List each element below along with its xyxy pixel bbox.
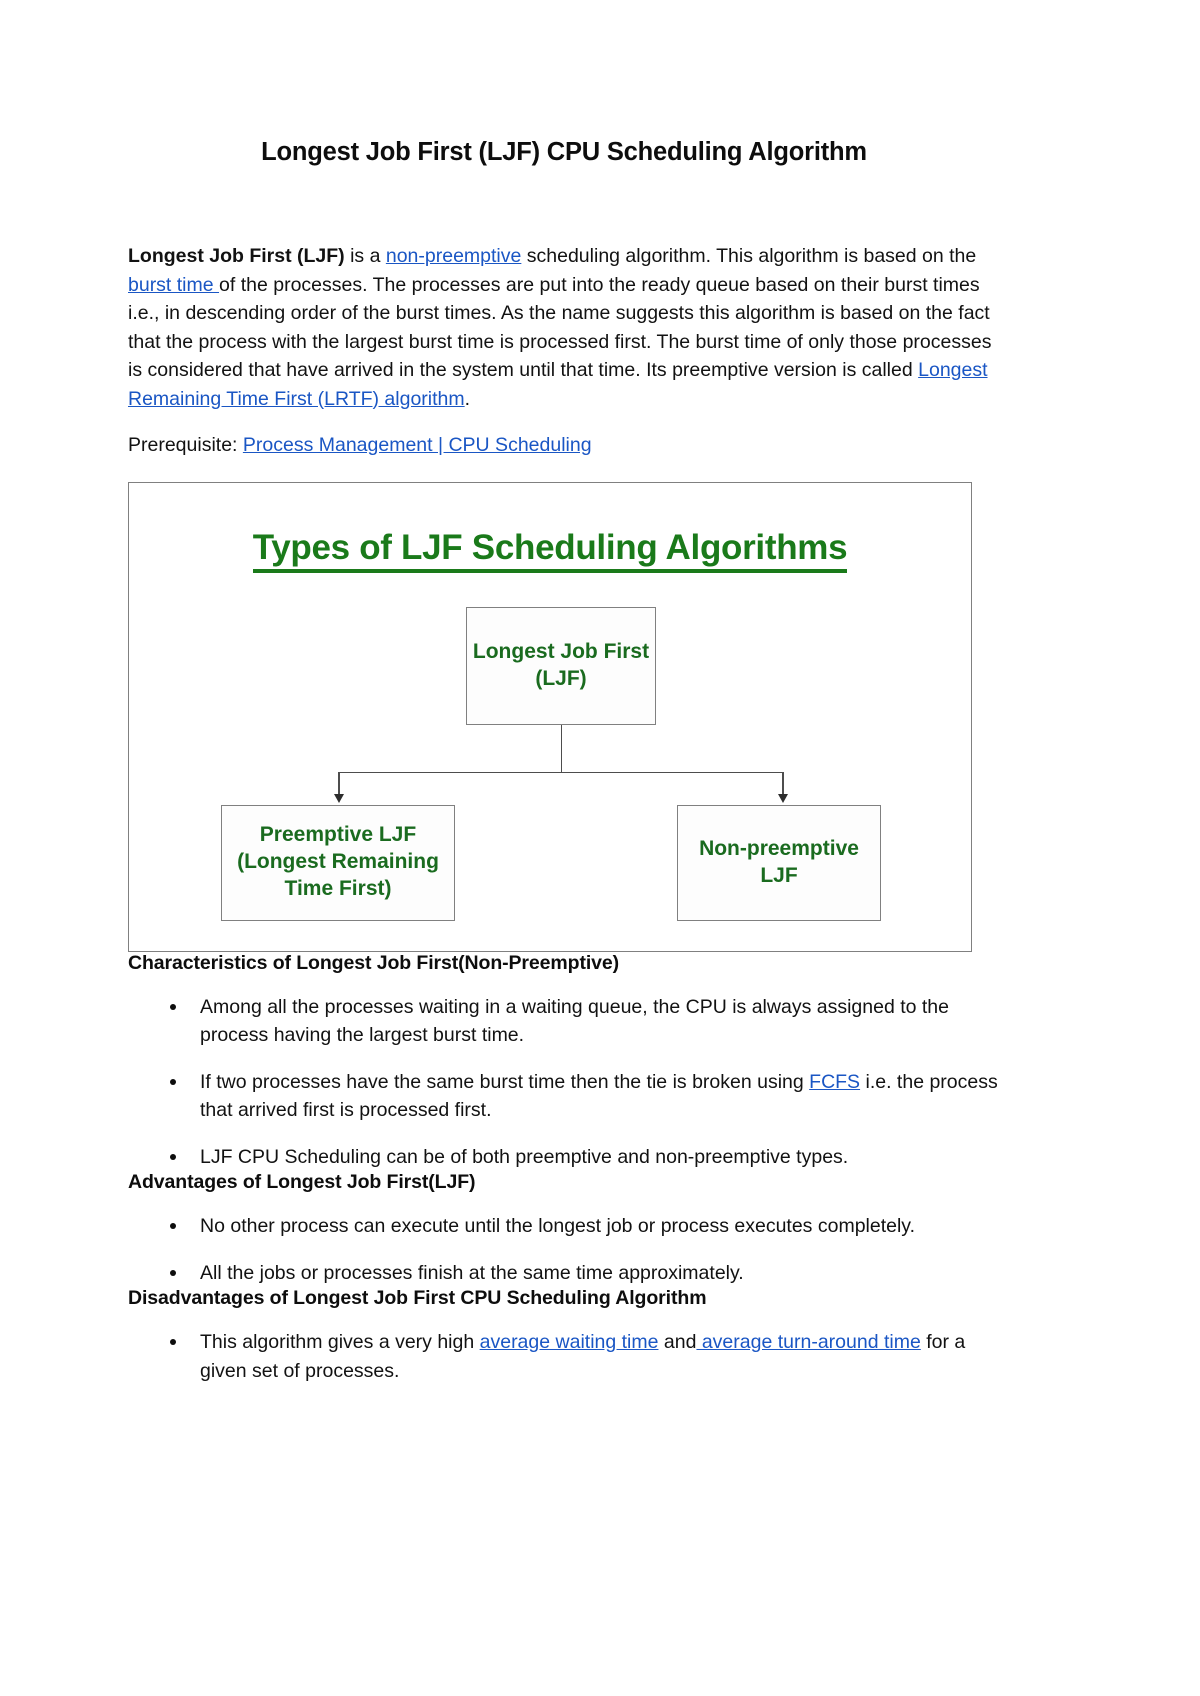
list-item (128, 993, 1000, 1050)
connector-horizontal (338, 772, 783, 774)
bullet-text: This algorithm gives a very high (200, 1331, 480, 1353)
link-non-preemptive[interactable]: non-preemptive (385, 245, 522, 267)
figure-title (129, 528, 971, 568)
link-process-management-cpu-scheduling[interactable]: Process Management | CPU Scheduling (242, 434, 592, 456)
list-item (128, 1212, 1000, 1241)
intro-text-2: scheduling algorithm. This algorithm is based on the (521, 245, 977, 267)
intro-paragraph (128, 242, 1000, 413)
diagram-node-preemptive (221, 805, 455, 921)
intro-lead-bold: Longest Job First (LJF) (128, 245, 345, 267)
diagram-node-preemptive-label: Preemptive LJF (Longest Remaining Time First) (237, 823, 439, 900)
bullet-text: If two processes have the same burst time then the tie is broken using (200, 1070, 810, 1093)
bullet-text: and (658, 1331, 697, 1353)
sections-container (128, 952, 1000, 1386)
intro-text-4: . (464, 387, 471, 410)
section-heading: Advantages of Longest Job First(LJF) (128, 1171, 476, 1193)
title-container (128, 138, 1000, 167)
bullet-text: All the jobs or processes finish at the same time approximately. (200, 1261, 744, 1284)
link-burst-time[interactable]: burst time (128, 273, 220, 296)
bullet-list (128, 993, 1000, 1172)
bullet-text: LJF CPU Scheduling can be of both preemptive and non-preemptive types. (200, 1145, 849, 1168)
arrow-down-left-icon (334, 794, 344, 803)
diagram-node-root (466, 607, 656, 725)
prerequisite-label: Prerequisite: (128, 434, 243, 456)
bullet-text: for a given set of processes. (200, 1331, 966, 1382)
bullet-text: i.e. the process that arrived first is processed first. (200, 1070, 998, 1121)
prerequisite-paragraph (128, 431, 1000, 460)
list-item (128, 1328, 1000, 1385)
connector-right-vertical (782, 772, 784, 796)
intro-container (128, 242, 1000, 413)
connector-left-vertical (338, 772, 340, 796)
connector-root-vertical (561, 725, 563, 773)
inline-link[interactable]: FCFS (809, 1070, 861, 1093)
intro-text-1: is a (344, 245, 386, 267)
diagram-node-non-preemptive (677, 805, 881, 921)
link-lrtf-algorithm[interactable]: Longest Remaining Time First (LRTF) algorithm (128, 359, 988, 410)
bullet-text: No other process can execute until the longest job or process executes completely. (200, 1215, 916, 1237)
inline-link[interactable]: average waiting time (479, 1331, 659, 1353)
prerequisite-container (128, 431, 1000, 460)
list-item (128, 1259, 1000, 1288)
intro-text-3: of the processes. The processes are put into the ready queue based on their burst times i.e., in descending order of the burst times. As the name suggests this algorithm is based on the fact that the process with the largest burst time is processed first. The burst time of only those processes is considered that have arrived in the system until that time. Its preemptive version is called (128, 273, 992, 381)
page-title: Longest Job First (LJF) CPU Scheduling Algorithm (261, 138, 867, 166)
inline-link[interactable]: average turn-around time (696, 1331, 921, 1353)
diagram-node-non-preemptive-label: Non-preemptive LJF (699, 836, 859, 887)
bullet-list (128, 1328, 1000, 1385)
list-item (128, 1143, 1000, 1172)
bullet-list (128, 1212, 1000, 1287)
figure-title-text: Types of LJF Scheduling Algorithms (253, 528, 848, 573)
figure-ljf-types (128, 482, 972, 952)
list-item (128, 1068, 1000, 1125)
diagram-node-root-label: Longest Job First (LJF) (472, 639, 650, 690)
section-heading: Characteristics of Longest Job First(Non-Preemptive) (128, 951, 620, 974)
section-heading: Disadvantages of Longest Job First CPU Scheduling Algorithm (128, 1287, 707, 1309)
arrow-down-right-icon (778, 794, 788, 803)
document-content (128, 0, 1000, 1385)
bullet-text: Among all the processes waiting in a waiting queue, the CPU is always assigned to the process having the largest burst time. (200, 995, 949, 1046)
